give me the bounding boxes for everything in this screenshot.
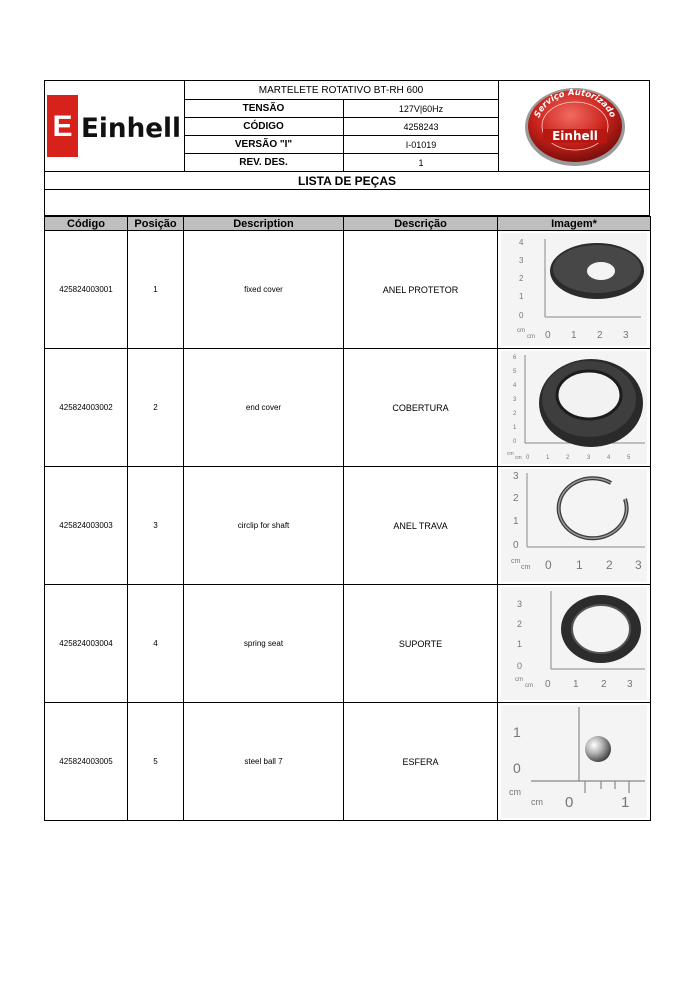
svg-text:0: 0 [519,311,524,320]
part-position: 4 [128,585,184,703]
svg-text:E: E [51,110,73,143]
svg-text:cm: cm [531,797,543,807]
svg-text:cm: cm [515,677,523,683]
part-image-cell [498,585,651,703]
table-row [45,231,651,349]
part-image-cell [498,349,651,467]
part-position: 5 [128,703,184,821]
part-descricao: COBERTURA [344,349,498,467]
document-header [44,80,650,172]
svg-text:Einhell: Einhell [551,129,598,143]
part-descricao: ESFERA [344,703,498,821]
svg-text:4: 4 [519,238,524,247]
svg-text:2: 2 [597,330,603,341]
svg-text:3: 3 [517,599,523,609]
svg-text:3: 3 [587,455,591,461]
svg-text:0: 0 [517,661,523,671]
svg-text:3: 3 [513,397,517,403]
blank-row [44,190,650,216]
revision-label: REV. DES. [184,154,344,171]
svg-text:1: 1 [571,330,577,341]
svg-text:1: 1 [513,516,519,527]
svg-text:4: 4 [513,383,517,389]
voltage-label: TENSÃO [184,100,344,117]
svg-text:3: 3 [519,256,524,265]
svg-text:4: 4 [607,455,611,461]
part-description: steel ball 7 [184,703,344,821]
part-code: 425824003002 [45,349,128,467]
svg-text:2: 2 [517,619,523,629]
svg-text:3: 3 [627,679,633,690]
svg-text:cm: cm [525,683,533,689]
voltage-row [184,100,498,118]
svg-text:0: 0 [545,330,551,341]
circlip-icon [501,469,647,582]
steel-ball-icon [501,705,647,818]
code-row [184,118,498,136]
svg-text:1: 1 [513,425,517,431]
svg-text:1: 1 [573,679,579,690]
svg-text:cm: cm [521,564,531,571]
col-header-position: Posição [128,217,184,231]
col-header-code: Código [45,217,128,231]
svg-text:3: 3 [513,471,519,482]
part-code: 425824003005 [45,703,128,821]
svg-text:1: 1 [621,794,630,811]
part-image-cell [498,467,651,585]
svg-text:0: 0 [513,439,517,445]
svg-text:1: 1 [513,724,521,740]
table-row [45,703,651,821]
revision-value: 1 [418,157,424,168]
svg-text:5: 5 [627,455,631,461]
table-row [45,585,651,703]
part-description: circlip for shaft [184,467,344,585]
svg-text:cm: cm [527,334,535,340]
svg-text:2: 2 [519,274,524,283]
spring-seat-icon [501,587,647,700]
svg-text:0: 0 [545,558,552,572]
part-position: 1 [128,231,184,349]
svg-text:5: 5 [513,369,517,375]
voltage-value: 127V|60Hz [398,103,444,114]
svg-text:1: 1 [546,455,550,461]
product-title: MARTELETE ROTATIVO BT-RH 600 [184,81,498,100]
svg-text:0: 0 [565,794,574,811]
part-descricao: ANEL TRAVA [344,467,498,585]
header-info [184,81,498,171]
table-header-row [45,217,651,231]
parts-sheet [44,80,650,821]
authorized-service-seal [498,81,650,171]
part-descricao: SUPORTE [344,585,498,703]
svg-text:cm: cm [517,328,525,334]
svg-text:0: 0 [526,455,530,461]
svg-text:cm: cm [511,558,521,565]
version-label: VERSÃO "I" [184,136,344,153]
svg-text:Serviço Autorizado: Serviço Autorizado [532,87,617,120]
svg-text:cm: cm [509,787,521,797]
ring-cover-icon [501,233,647,346]
svg-text:6: 6 [513,355,517,361]
part-position: 2 [128,349,184,467]
svg-text:2: 2 [601,679,607,690]
part-image-cell [498,703,651,821]
table-row [45,349,651,467]
svg-text:2: 2 [566,455,570,461]
part-image-cell [498,231,651,349]
svg-text:Einhell: Einhell [80,113,181,144]
svg-text:cm: cm [515,455,522,461]
svg-text:3: 3 [623,330,629,341]
svg-text:1: 1 [519,292,524,301]
part-code: 425824003004 [45,585,128,703]
svg-text:0: 0 [545,679,551,690]
part-position: 3 [128,467,184,585]
svg-text:1: 1 [517,639,523,649]
version-row [184,136,498,154]
list-title: LISTA DE PEÇAS [44,172,650,190]
col-header-description: Description [184,217,344,231]
part-description: spring seat [184,585,344,703]
col-header-descricao: Descrição [344,217,498,231]
part-description: end cover [184,349,344,467]
code-value: 4258243 [403,121,439,132]
col-header-image: Imagem* [498,217,651,231]
svg-text:2: 2 [513,411,517,417]
part-code: 425824003001 [45,231,128,349]
part-description: fixed cover [184,231,344,349]
einhell-logo [45,81,185,171]
end-cover-icon [501,351,647,464]
part-descricao: ANEL PROTETOR [344,231,498,349]
parts-table [44,216,651,821]
svg-text:cm: cm [507,451,514,457]
svg-text:3: 3 [635,558,642,572]
svg-text:2: 2 [606,558,613,572]
svg-text:0: 0 [513,760,521,776]
part-code: 425824003003 [45,467,128,585]
svg-text:2: 2 [513,493,519,504]
version-value: I-01019 [405,139,437,150]
table-row [45,467,651,585]
revision-row [184,154,498,171]
svg-text:1: 1 [576,558,583,572]
code-label: CÓDIGO [184,118,344,135]
svg-text:0: 0 [513,540,519,551]
